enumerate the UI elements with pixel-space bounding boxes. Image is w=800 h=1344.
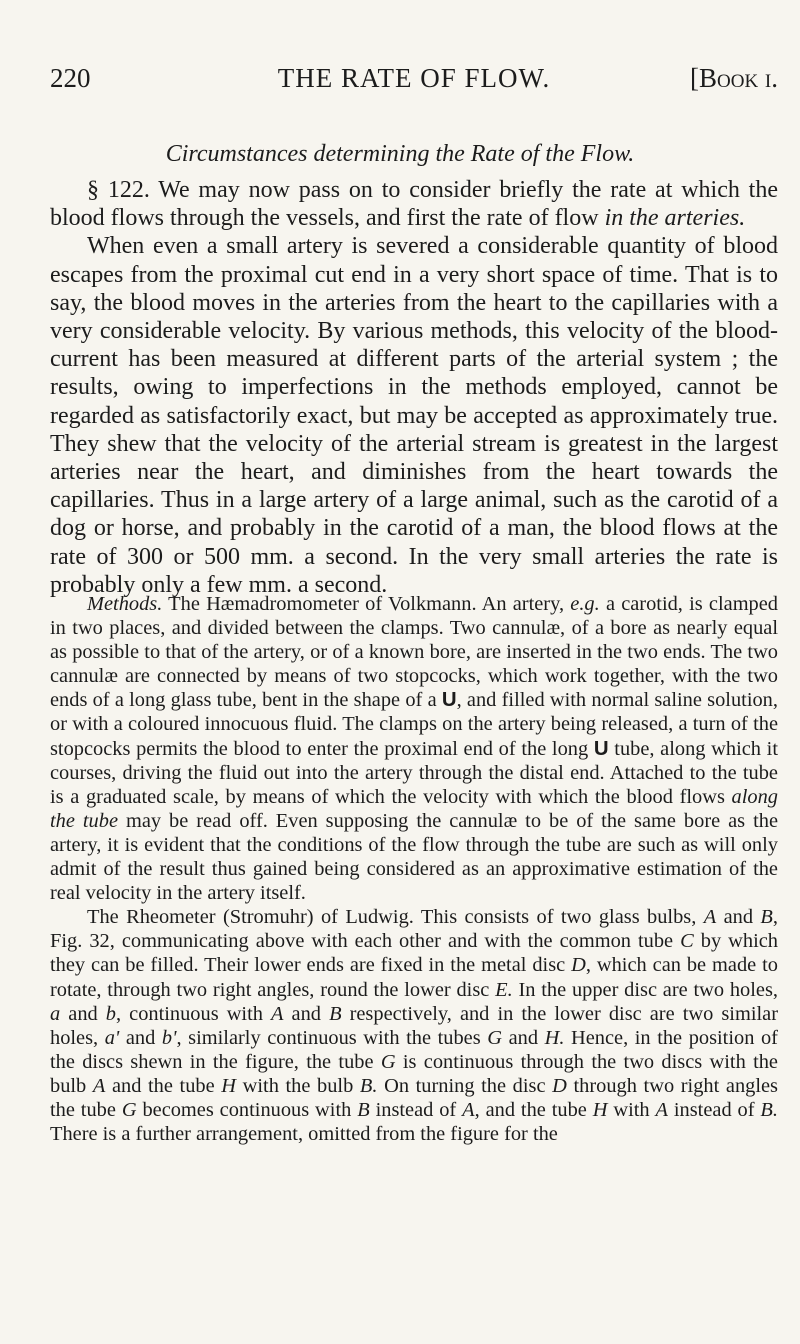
methods-label: Methods. xyxy=(87,593,163,615)
paragraph-rheometer: The Rheometer (Stromuhr) of Ludwig. This consists of two glass bulbs, A and B, Fig. 32, communicating above with each other and with the common tube C by which they can be filled. Their lower ends are fixed in the metal disc D, which can be made to rotate, through two right angles, round the lower disc E. In the upper disc are two holes, a and b, continuous with A and B respectively, and in the lower disc are two similar holes, a' and b', similarly continuous with the tubes G and H. Hence, in the position of the discs shewn in the figure, the tube G is continuous through the two discs with the bulb A and the tube H with the bulb B. On turning the disc D through two right angles the tube G becomes continuous with B instead of A, and the tube H with A instead of B. There is a further arrangement, omitted from the figure for the xyxy=(50,906,778,1146)
page-number: 220 xyxy=(50,63,91,93)
section-number: § 122. xyxy=(87,177,150,203)
section-title: Circumstances determining the Rate of the Flow. xyxy=(165,141,635,167)
paragraph-methods: Methods. The Hæmadromometer of Volkmann. An artery, e.g. a carotid, is clamped in two places, and divided between the clamps. Two cannulæ, of a bore as nearly equal as possible to that of the artery, or of a known bore, are inserted in the two ends. The two cannulæ are connected by means of two stopcocks, which work together, with the two ends of a long glass tube, bent in the shape of a U, and filled with normal saline solution, or with a coloured innocuous fluid. The clamps on the artery being released, a turn of the stopcocks permits the blood to enter the proximal end of the long U tube, along which it courses, driving the fluid out into the artery through the distal end. Attached to the tube is a graduated scale, by means of which the velocity with which the blood flows along the tube may be read off. Even supposing the cannulæ to be of the same bore as the artery, it is evident that the conditions of the flow through the tube are such as will only admit of the result thus gained being considered as an approximative estimation of the real velocity in the artery itself. xyxy=(50,593,778,905)
u-tube-glyph: U xyxy=(441,689,457,712)
paragraph-122: § 122. We may now pass on to consider briefly the rate at which the blood flows through the vessels, and first the rate of flow in the arteries. xyxy=(50,177,778,232)
running-head xyxy=(50,58,778,98)
main-text xyxy=(50,176,778,599)
u-tube-glyph: U xyxy=(593,737,609,760)
running-title: THE RATE OF FLOW. xyxy=(277,63,551,93)
book-reference: [Book i. xyxy=(690,63,778,93)
paragraph-velocity: When even a small artery is severed a considerable quantity of blood escapes from the proximal cut end in a very short space of time. That is to say, the blood moves in the arteries from the heart to the capillaries with a very considerable velocity. By various methods, this velocity of the blood-current has been measured at different parts of the arterial system ; the results, owing to imperfections in the methods employed, cannot be regarded as satisfactorily exact, but may be accepted as approximately true. They shew that the velocity of the arterial stream is greatest in the largest arteries near the heart, and diminishes from the heart towards the capillaries. Thus in a large artery of a large animal, such as the carotid of a dog or horse, and probably in the carotid of a man, the blood flows at the rate of 300 or 500 mm. a second. In the very small arteries the rate is probably only a few mm. a second. xyxy=(50,233,778,598)
small-print-text xyxy=(50,592,778,1146)
